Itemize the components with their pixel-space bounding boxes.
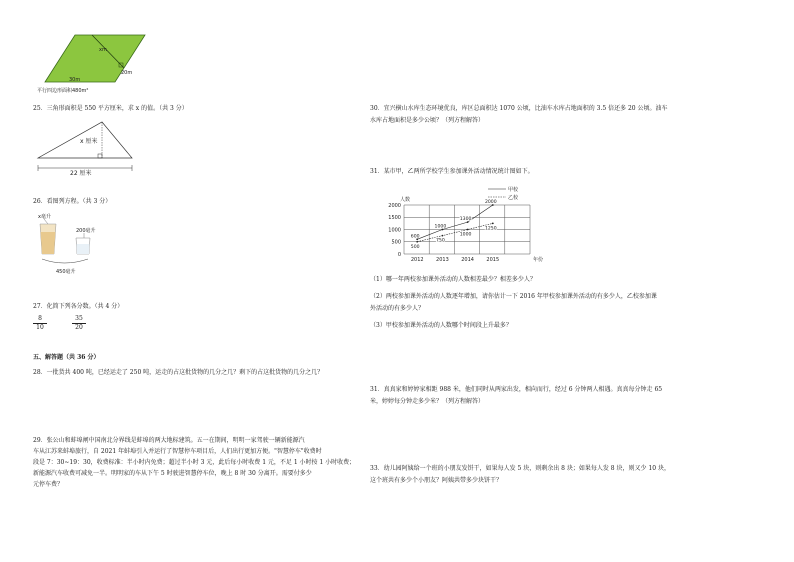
x-tick-label-2014: 2014 — [461, 257, 474, 263]
y-axis-label: 人数 — [400, 197, 411, 203]
q29-line-5: 元停车费？ — [33, 481, 64, 488]
legend-label-乙校: 乙校 — [508, 194, 519, 201]
fraction-1-denominator: 10 — [36, 324, 44, 331]
x-tick-label-2013: 2013 — [436, 257, 449, 263]
q29-line-1: 29．张公山和蚌埠闸中国南北分界线是蚌埠的两大地标建筑。五一在期间，明明一家驾驶一辆新能源汽 — [33, 437, 305, 444]
series-point-乙校-2013 — [442, 235, 444, 237]
data-label-甲校-2014: 1300 — [459, 217, 472, 223]
q27-text: 27．化简下列各分数。（共 4 分） — [33, 303, 124, 310]
data-label-甲校-2015: 2000 — [484, 200, 497, 205]
q29-line-3: 段是 7：30~19：30，收费标准：半小时内免费；超过半小时 3 元，此后每小时收费 1 元，不足 1 小时按 1 小时收费； — [33, 459, 356, 466]
q30-line-1: 30．宜兴横山水库生态环境优良，库区总面积达 1070 公顷，比油车水库占地面积的 3.5 倍还多 20 公顷。油车 — [370, 105, 668, 112]
fraction-1-numerator: 8 — [38, 315, 42, 322]
q32-line-1: 31．真真家和婷婷家相距 988 米，他们同时从两家出发，相向而行，经过 6 分钟两人相遇。真真每分钟走 65 — [370, 386, 663, 393]
series-line-甲校 — [417, 205, 493, 239]
para-slant-label: xm — [99, 47, 107, 53]
series-point-乙校-2012 — [416, 241, 418, 243]
q30-line-2: 水库占地面积是多少公顷？（列方程解答） — [370, 117, 485, 124]
x-axis-label: 年份 — [533, 257, 544, 263]
para-base-label: 30m — [69, 77, 81, 83]
triangle-height-label: x 厘米 — [80, 138, 98, 145]
para-caption: 平行四边形面积480m² — [37, 88, 89, 94]
total-label: 450毫升 — [56, 269, 76, 275]
q28-text: 28．一批货共 400 吨，已经运走了 250 吨，运走的占这批货物的几分之几？剩下的占这批货物的几分之几？ — [33, 369, 324, 376]
fraction-1 — [33, 315, 47, 332]
q31-sub-2b: 外活动的有多少人？ — [370, 305, 425, 312]
cup1-label: x毫升 — [38, 214, 51, 220]
data-label-乙校-2012: 500 — [410, 244, 420, 250]
q33-line-2: 这个班共有多少个小朋友？阿姨共带多少块饼干？ — [370, 477, 503, 484]
section-5-heading: 五、解答题（共 36 分） — [33, 354, 100, 361]
y-tick-label-1500: 1500 — [388, 215, 401, 222]
x-tick-label-2015: 2015 — [486, 257, 500, 263]
activity-line-chart — [370, 183, 545, 268]
q31-sub-1: （1）哪一年两校参加课外活动的人数相差最少？相差多少人？ — [370, 276, 536, 283]
q32-line-2: 米，婷婷每分钟走多少米？（列方程解答） — [370, 398, 485, 405]
y-tick-label-0: 0 — [397, 251, 401, 258]
y-tick-label-500: 500 — [391, 239, 401, 246]
q26-text: 26．看图列方程。（共 3 分） — [33, 198, 112, 205]
data-label-乙校-2015: 1250 — [484, 226, 497, 232]
series-point-乙校-2015 — [492, 222, 494, 224]
legend-label-甲校: 甲校 — [508, 186, 519, 193]
fraction-2-denominator: 20 — [75, 324, 83, 331]
q31-intro: 31．某市甲，乙两所学校学生参加课外活动情况统计图如下。 — [370, 168, 534, 175]
cups-figure — [34, 212, 104, 276]
data-label-甲校-2012: 600 — [410, 234, 420, 240]
cup2-label: 200毫升 — [76, 228, 96, 234]
triangle-figure — [34, 118, 134, 180]
q29-line-2: 车从江苏来蚌埠旅行，自 2021 年蚌埠引入并运行了智慧停车项目后，人们出行更加方便。"智慧停车"收费时 — [33, 448, 322, 455]
data-label-乙校-2014: 1000 — [459, 232, 472, 238]
q29-line-4: 新能源汽车收费可减免一半。明明家的车从下午 5 时驶进智慧停车位，晚上 8 时 30 分离开。需要付多少 — [33, 470, 312, 477]
triangle-base-label: 22 厘米 — [70, 170, 92, 177]
q25-text: 25．三角形面积是 550 平方厘米，求 x 的值。（共 3 分） — [33, 105, 188, 112]
q31-sub-3: （3）甲校参加课外活动的人数哪个时间段上升最多？ — [370, 322, 512, 329]
para-height-label: 20m — [121, 70, 133, 76]
q31-sub-2a: （2）两校参加课外活动的人数逐年增加，请你估计一下 2016 年甲校参加课外活动的有多少人，乙校参加课 — [370, 293, 657, 300]
data-label-乙校-2013: 750 — [436, 238, 445, 244]
fraction-2 — [72, 315, 86, 332]
q33-line-1: 33．幼儿园阿姨给一个班的小朋友发饼干，如果每人发 5 块，则剩余出 8 块；如果每人发 8 块，则又少 10 块， — [370, 465, 670, 472]
series-point-乙校-2014 — [467, 229, 469, 231]
fraction-2-numerator: 35 — [75, 315, 83, 322]
data-label-甲校-2013: 1000 — [434, 224, 447, 230]
y-tick-label-2000: 2000 — [388, 202, 401, 209]
y-tick-label-1000: 1000 — [388, 227, 401, 234]
x-tick-label-2012: 2012 — [410, 257, 424, 263]
parallelogram-figure — [35, 34, 165, 96]
